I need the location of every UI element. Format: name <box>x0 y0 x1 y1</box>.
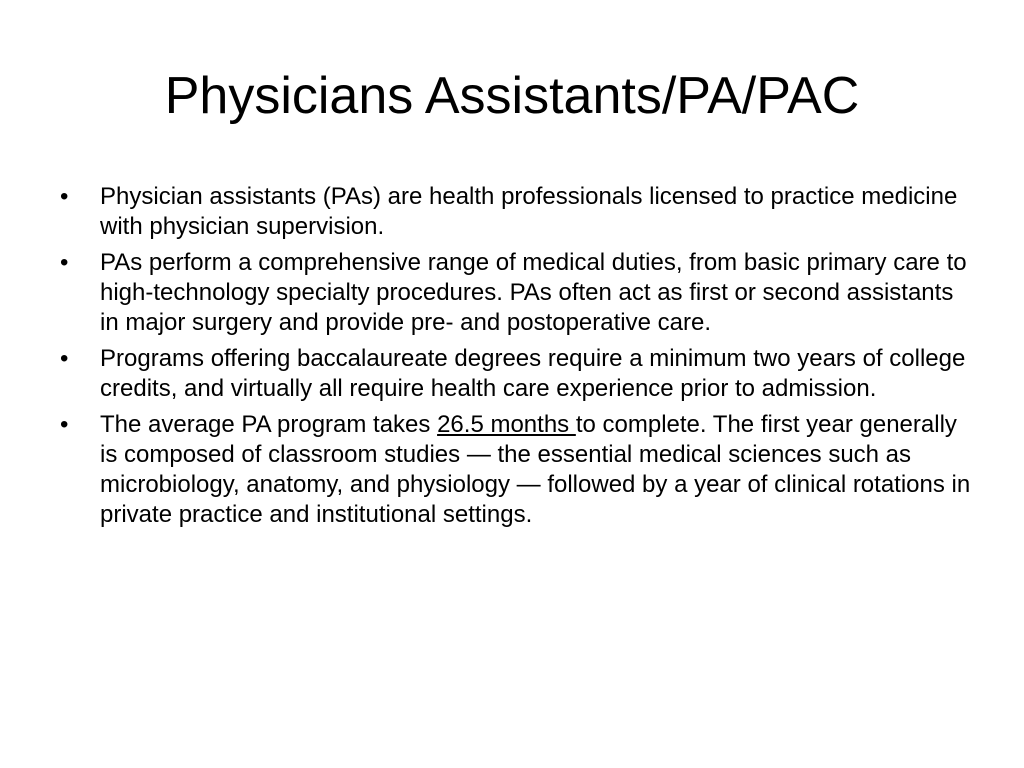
bullet-item <box>60 182 972 242</box>
bullet-list <box>60 182 972 536</box>
bullet-dot-icon: • <box>60 249 69 276</box>
bullet-item <box>60 344 972 404</box>
bullet-dot-icon: • <box>60 411 69 438</box>
bullet-text-before: The average PA program takes <box>100 411 438 438</box>
slide-title: Physicians Assistants/PA/PAC <box>164 67 860 125</box>
bullet-item <box>60 248 972 338</box>
bullet-text-after: to complete. The first year generally is composed of classroom studies — the essential medical sciences such as microbiology, anatomy, and physiology — followed by a year of clinical rotations in private practice and institutional settings. <box>100 411 971 528</box>
bullet-text: PAs perform a comprehensive range of medical duties, from basic primary care to high-technology specialty procedures. PAs often act as first or second assistants in major surgery and provide pre- and postoperative care. <box>100 249 967 336</box>
bullet-text: Programs offering baccalaureate degrees require a minimum two years of college credits, and virtually all require health care experience prior to admission. <box>100 345 966 402</box>
bullet-text: Physician assistants (PAs) are health professionals licensed to practice medicine with physician supervision. <box>100 183 958 240</box>
bullet-dot-icon: • <box>60 183 69 210</box>
duration-underlined: 26.5 months <box>437 411 576 438</box>
bullet-item <box>60 410 972 530</box>
bullet-dot-icon: • <box>60 345 69 372</box>
